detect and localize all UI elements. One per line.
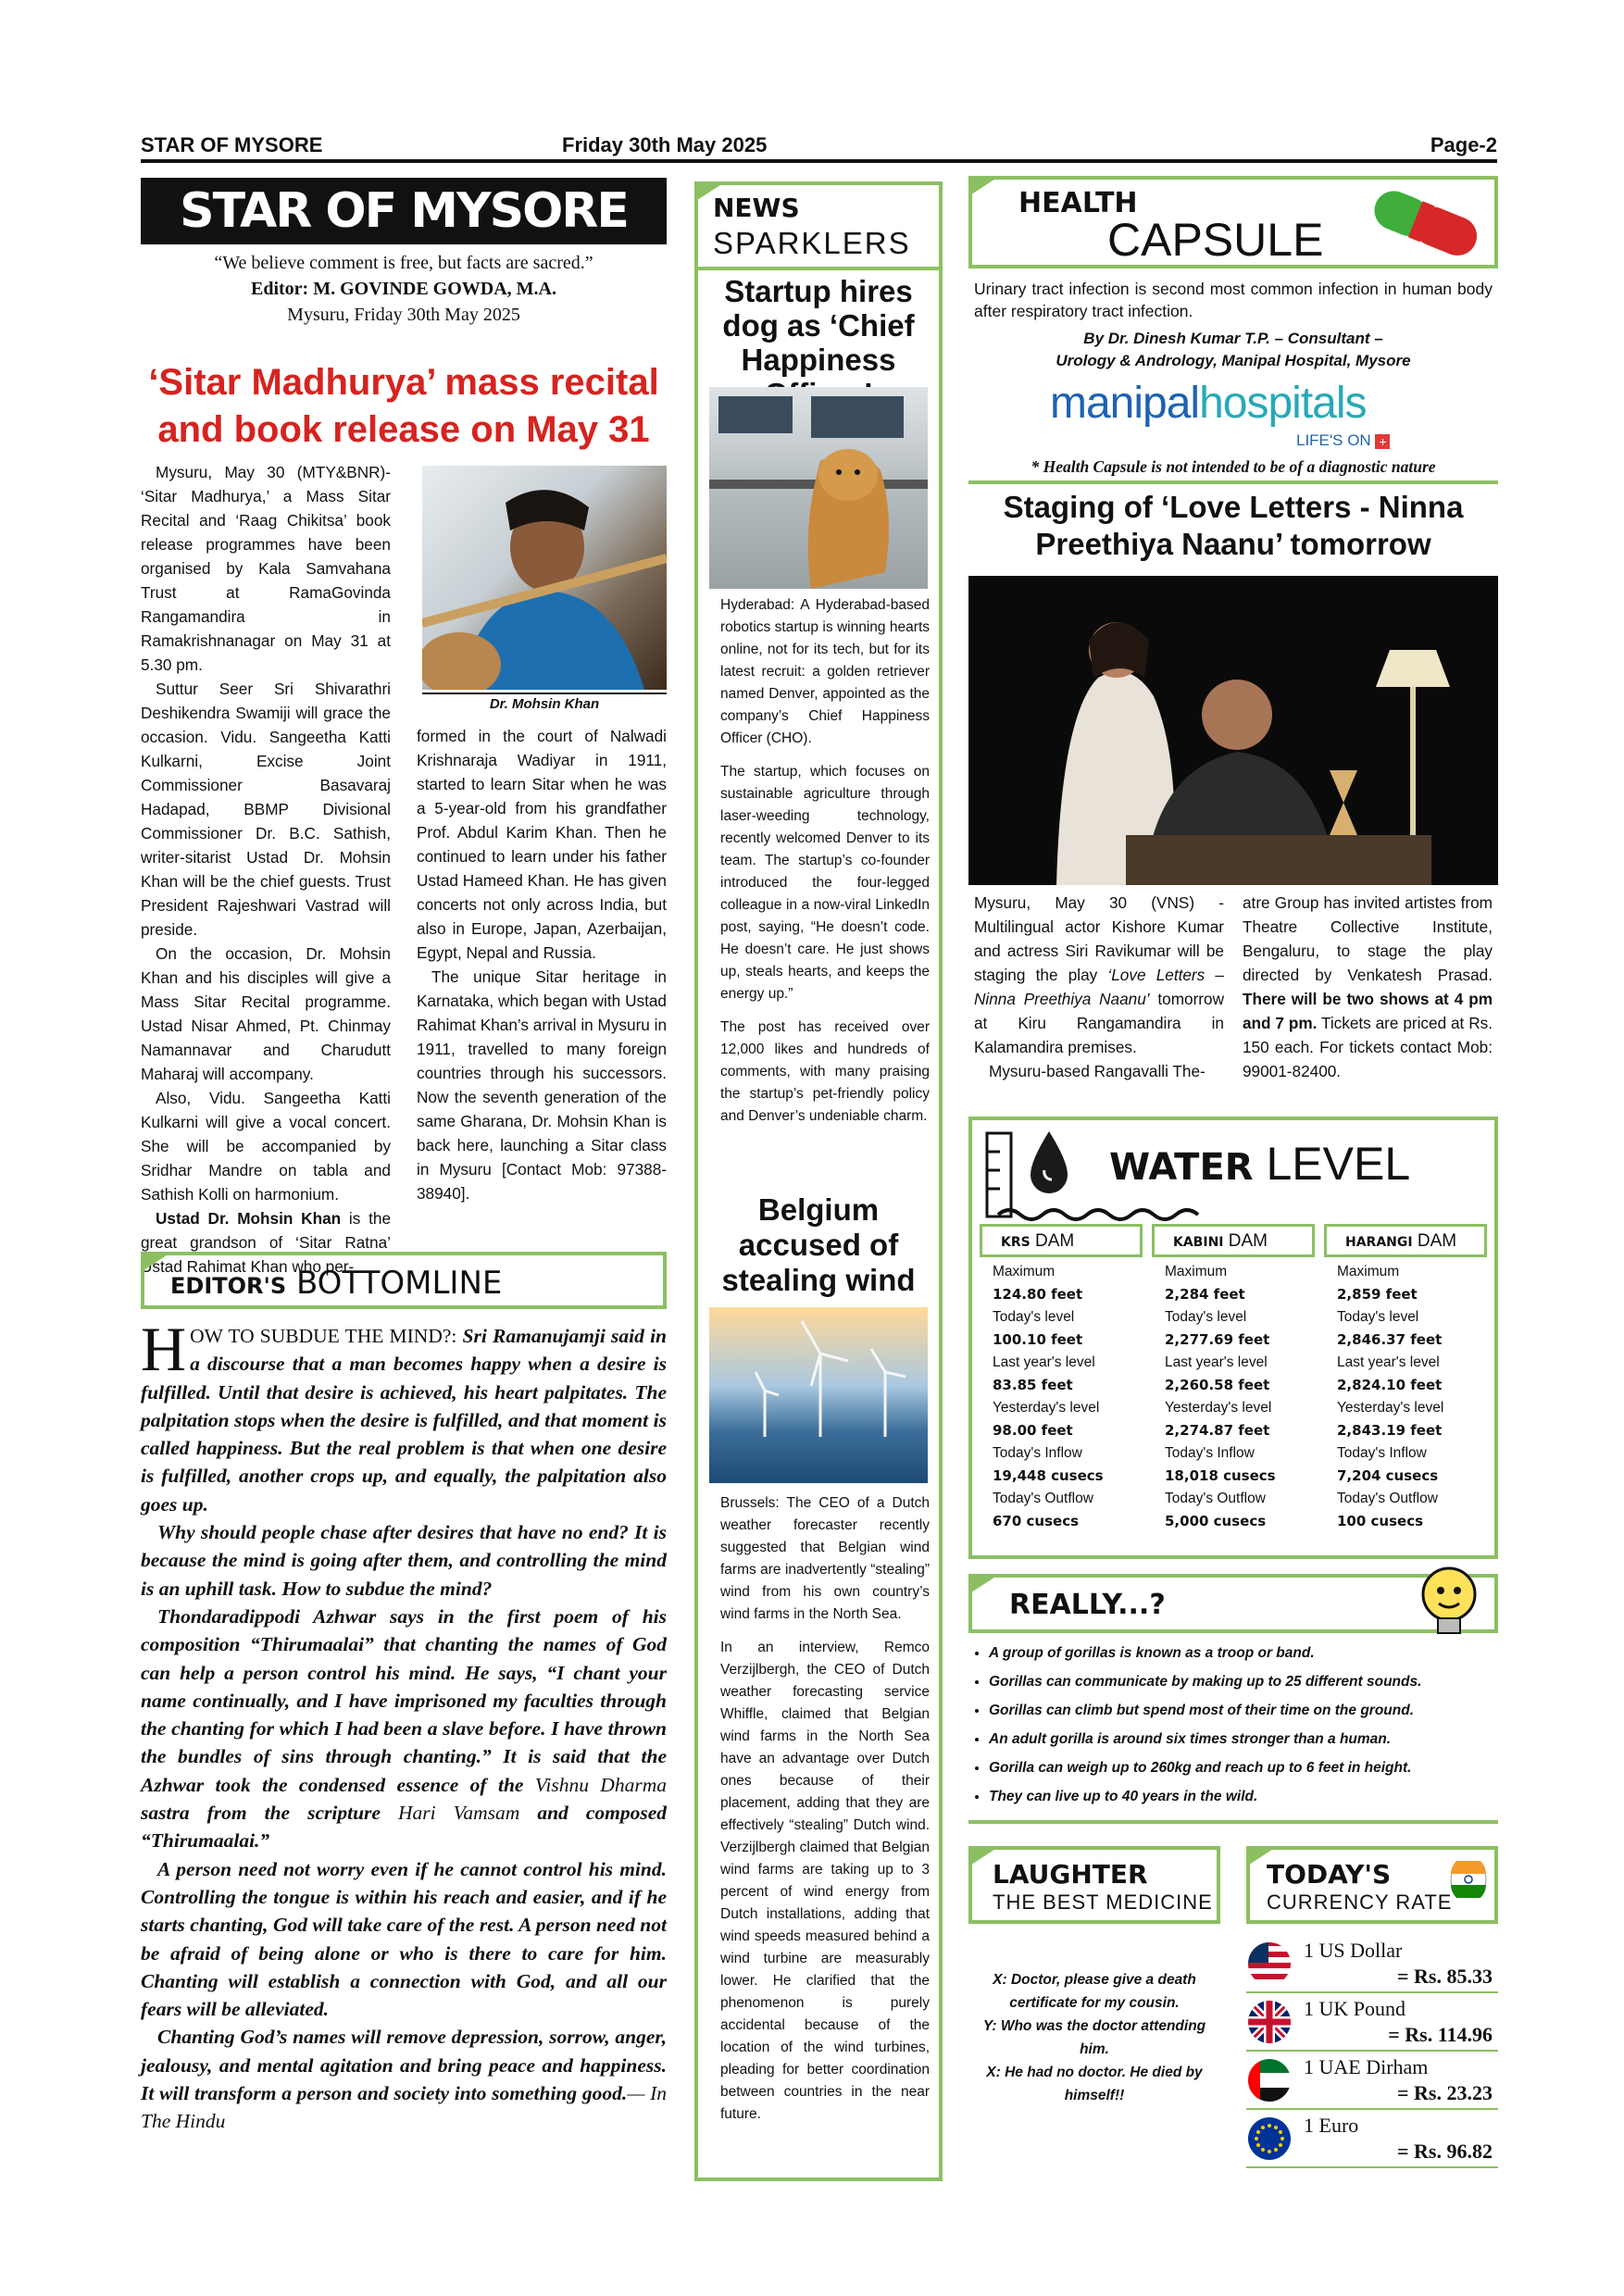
- dam-column: [1324, 1224, 1487, 1533]
- page-header: [141, 131, 1497, 163]
- editorial-label: [170, 1265, 502, 1302]
- logo-part2: hospitals: [1199, 379, 1367, 428]
- play-headline: Staging of ‘Love Letters - Ninna Preethiya Naanu’ tomorrow: [1003, 490, 1464, 561]
- stat-label: Last year's level: [1165, 1354, 1268, 1370]
- masthead-title: STAR OF MYSORE: [141, 178, 667, 244]
- dam-name: [1152, 1224, 1315, 1257]
- editorial-p5: [141, 2023, 667, 2135]
- dam-stat: [980, 1488, 1143, 1532]
- dam-stat: [1152, 1306, 1315, 1351]
- stat-label: Today's Inflow: [1337, 1445, 1427, 1461]
- dam-stat: [1324, 1261, 1487, 1305]
- sitar-p5-text: is the great grandson of ‘Sitar Ratna’ Ustad Rahimat Khan who per-: [141, 1209, 392, 1276]
- currency-row: [1246, 2110, 1498, 2168]
- tab-marker: [968, 1574, 1000, 1594]
- wind-p1: Brussels: The CEO of a Dutch weather forecaster recently suggested that Belgian wind farms are inadvertently “stealing” wind from his own country’s wind farms in the North Sea.: [720, 1495, 930, 1622]
- play-p1: [974, 891, 1224, 1059]
- editorial-p4: A person need not worry even if he cannot control his mind. Controlling the tongue is within his reach and easier, and if he starts chanting, God will take care of the rest. A person need not be afraid of being alone or who is there to care for him. Chanting will establish a connection with God, and all our fears will be alleviated.: [141, 1857, 667, 2021]
- editorial-body: [141, 1314, 668, 2136]
- currency-label: CURRENCY RATE: [1267, 1890, 1453, 1914]
- stat-label: Today's level: [993, 1309, 1075, 1325]
- stat-value: 5,000 cusecs: [1165, 1513, 1267, 1529]
- laughter-label: THE BEST MEDICINE: [993, 1890, 1213, 1914]
- health-label-bold: HEALTH: [1018, 187, 1138, 219]
- sitar-player-illustration: [422, 466, 667, 690]
- health-label-box: [968, 176, 1498, 268]
- dog-p2: The startup, which focuses on sustainable agriculture through laser-weeding technology, recently welcomed Denver to its team. The startup’s co-founder introduced the four-legged colleague in a now-viral LinkedIn post, saying, “He doesn’t code. He doesn’t care. He just shows up, steals hearts, and keeps the energy up.”: [720, 764, 930, 1002]
- c1b: ‘Love Letters – Ninna Preethiya Naanu’: [974, 966, 1224, 1008]
- stat-label: Maximum: [993, 1264, 1056, 1279]
- stat-value: 670 cusecs: [993, 1513, 1080, 1529]
- dateline: Mysuru, Friday 30th May 2025: [287, 305, 520, 325]
- dam-stat: [1324, 1488, 1487, 1532]
- fact-item: • A group of gorillas is known as a troop or band.: [989, 1639, 1498, 1667]
- stat-value: 2,260.58 feet: [1165, 1377, 1270, 1393]
- dam-stat: [1324, 1306, 1487, 1351]
- wind-p2: In an interview, Remco Verzijlbergh, the CEO of Dutch weather forecasting service Whiffle, claimed that Belgian wind farms in the North Sea have an advantage over Dutch ones because of their placement, adding that they are effectively “stealing” Dutch wind. Verzijlbergh claimed that Belgian wind farms are taking up to 3 percent of wind energy from Dutch installations, adding that wind speeds measured behind a wind turbine are measurably lower. He clarified that the phenomenon is purely accidental because of the location of the wind turbines, pleading for better coordination between countries in the near future.: [720, 1640, 930, 2122]
- dam-stat: [980, 1442, 1143, 1487]
- dam-stat: [1324, 1352, 1487, 1396]
- dam-column: [980, 1224, 1143, 1533]
- fact-item: • Gorillas can communicate by making up to 25 different sounds.: [989, 1667, 1498, 1696]
- stat-value: 7,204 cusecs: [1337, 1467, 1439, 1484]
- p3d: Hari Vamsam: [398, 1802, 520, 1825]
- dam-name: [1324, 1224, 1487, 1257]
- dog-photo: [709, 387, 928, 589]
- logo-tag-text: LIFE'S ON: [1296, 431, 1371, 449]
- sitar-p1: Mysuru, May 30 (MTY&BNR)- ‘Sitar Madhurya,’ a Mass Sitar Recital and ‘Raag Chikitsa’ book release programmes have been organised by Kala Samvahana Trust at RamaGovinda Rangamandira in Ramakrishnanagar on May 31 at 5.30 pm.: [141, 463, 391, 674]
- dam-stat: [980, 1306, 1143, 1351]
- health-text: Urinary tract infection is second most common infection in human body after respiratory tract infection.: [974, 280, 1493, 320]
- editorial-p5-text: Chanting God’s names will remove depression, sorrow, anger, jealousy, and mental agitation and bring peace and happiness. It will transform a person and society into something good.: [141, 2026, 667, 2105]
- manipal-logo: [1050, 378, 1420, 429]
- p3c: sastra from the scripture: [141, 1802, 398, 1825]
- dam-name: [980, 1224, 1143, 1257]
- c1a: Mysuru, May 30 (VNS) - Multilingual actor Kishore Kumar and actress Siri Ravikumar will be staging the play: [974, 893, 1224, 984]
- stat-label: Last year's level: [993, 1354, 1095, 1370]
- stat-label: Today's level: [1165, 1309, 1247, 1325]
- stat-label: Today's Outflow: [993, 1491, 1093, 1506]
- editorial-label-bold: EDITOR'S: [170, 1273, 287, 1299]
- stat-label: Maximum: [1337, 1264, 1400, 1279]
- dam-stat: [1152, 1261, 1315, 1305]
- currency-name: 1 UK Pound: [1304, 1997, 1406, 2020]
- dam-name-text: DAM: [1035, 1231, 1075, 1251]
- eu-flag-icon: [1246, 2115, 1293, 2167]
- masthead-info: [141, 250, 667, 328]
- dog-headline: Startup hires dog as ‘Chief Happiness: [722, 274, 915, 377]
- wind-farm-photo: [709, 1307, 928, 1483]
- currency-value: = Rs. 96.82: [1397, 2140, 1493, 2163]
- sitar-bold-name: Ustad Dr. Mohsin Khan: [156, 1209, 342, 1228]
- plus-icon: +: [1375, 434, 1390, 449]
- c2a: atre Group has invited artistes from Theatre Collective Institute, Bengaluru, to stage the play directed by Venkatesh Prasad.: [1243, 893, 1493, 984]
- currency-name: 1 Euro: [1304, 2114, 1359, 2137]
- joke-line: X: He had no doctor. He died by himself!!: [986, 2065, 1203, 2103]
- sitar-p6: formed in the court of Nalwadi Krishnaraja Wadiyar in 1911, started to learn Sitar when he was a 5-year-old from his grandfather Prof. Abdul Karim Khan. Then he continued to learn under his father Ustad Hameed Khan. He has given concerts not only across India, but also in Europe, Japan, Azerbaijan, Egypt, Nepal and Russia.: [417, 727, 667, 962]
- sitar-p7: The unique Sitar heritage in Karnataka, which began with Ustad Rahimat Khan’s arrival in Mysuru in 1911, travelled to many foreign countries through his successors. Now the seventh generation of the same Gharana, Dr. Mohsin Khan is back here, launching a Sitar class in Mysuru [Contact Mob: 97388-38940].: [417, 967, 668, 1203]
- stat-value: 19,448 cusecs: [993, 1467, 1104, 1484]
- wind-headline: Belgium accused of stealing wind: [721, 1192, 916, 1297]
- logo-tagline: [1296, 431, 1390, 450]
- currency-label-box: [1246, 1846, 1498, 1924]
- stat-label: Last year's level: [1337, 1354, 1440, 1370]
- dog-p3: The post has received over 12,000 likes and hundreds of comments, with many praising the startup’s pet-friendly policy and Denver’s undeniable charm.: [720, 1019, 930, 1124]
- wind-turbines-illustration: [709, 1307, 928, 1483]
- water-label-bold: WATER: [1109, 1146, 1254, 1189]
- editorial-label-box: [141, 1252, 667, 1309]
- stat-label: Today's Outflow: [1165, 1491, 1266, 1506]
- stat-label: Yesterday's level: [1165, 1400, 1272, 1416]
- uae-flag-icon: [1246, 2057, 1293, 2109]
- stat-value: 2,277.69 feet: [1165, 1331, 1270, 1348]
- currency-table: [1246, 1935, 1498, 2168]
- actors-on-stage-illustration: [968, 576, 1498, 885]
- stat-value: 2,284 feet: [1165, 1286, 1245, 1303]
- dam-stat: [1152, 1488, 1315, 1532]
- c2b: There will be two shows at 4 pm and 7 pm.: [1243, 990, 1493, 1032]
- byline-2: Urology & Andrology, Manipal Hospital, Mysore: [1056, 352, 1411, 369]
- stat-label: Maximum: [1165, 1264, 1228, 1279]
- joke: [978, 1968, 1211, 2107]
- play-col1: [974, 891, 1224, 1083]
- stat-label: Today's level: [1337, 1309, 1419, 1325]
- dam-table: [980, 1224, 1489, 1548]
- sitar-p4: Also, Vidu. Sangeetha Katti Kulkarni will give a vocal concert. She will be accompanied by Sridhar Mandre on tabla and Sathish Kolli on harmonium.: [141, 1089, 391, 1204]
- health-label: CAPSULE: [1107, 214, 1324, 266]
- p3e: and composed “Thirumaalai.”: [141, 1802, 667, 1853]
- india-flag-icon: [1446, 1861, 1491, 1898]
- stat-value: 2,843.19 feet: [1337, 1422, 1443, 1439]
- wind-story: [720, 1492, 930, 2126]
- c1c: tomorrow at Kiru Rangamandira in Kalamandira premises.: [974, 990, 1224, 1056]
- dog-p1: Hyderabad: A Hyderabad-based robotics startup is winning hearts online, not for its tech, but for its latest recruit: a golden retriever named Denver, appointed as the company’s Chief Happiness Officer (CHO).: [720, 597, 930, 746]
- sitar-p2: Suttur Seer Sri Shivarathri Deshikendra Swamiji will grace the occasion. Vidu. Sangeetha Katti Kulkarni, Excise Joint Commissioner Basavaraj Hadapad, BBMP Divisional Commissioner Dr. B.C. Sathish, writer-sitarist Ustad Dr. Mohsin Khan will be the chief guests. Trust President Rajeshwari Vastrad will preside.: [141, 680, 391, 939]
- mohsin-khan-photo: [422, 466, 667, 690]
- dam-name-bold: KRS: [1001, 1235, 1031, 1250]
- dam-stat: [980, 1261, 1143, 1305]
- dog-story: [720, 594, 930, 1128]
- logo-part1: manipal: [1050, 379, 1200, 428]
- stat-value: 2,824.10 feet: [1337, 1377, 1443, 1393]
- sitar-col1: [141, 460, 391, 1279]
- fact-item: • An adult gorilla is around six times stronger than a human.: [989, 1725, 1498, 1753]
- editorial-lead: OW TO SUBDUE THE MIND?:: [190, 1325, 457, 1347]
- photo-caption: Dr. Mohsin Khan: [422, 693, 667, 715]
- page-number: Page-2: [1430, 133, 1497, 156]
- sitar-headline: ‘Sitar Madhurya’ mass recital and book release on May 31: [148, 362, 659, 450]
- byline-1: By Dr. Dinesh Kumar T.P. – Consultant –: [1083, 330, 1383, 347]
- stat-value: 2,274.87 feet: [1165, 1422, 1270, 1439]
- editorial-label-text: BOTTOMLINE: [295, 1265, 503, 1302]
- stat-value: 2,859 feet: [1337, 1286, 1418, 1303]
- editor-line: Editor: M. GOVINDE GOWDA, M.A.: [251, 279, 556, 299]
- health-byline: [974, 328, 1493, 372]
- editorial-p3: [141, 1603, 667, 1855]
- tab-marker: [141, 1252, 172, 1272]
- health-disclaimer: * Health Capsule is not intended to be of a diagnostic nature: [968, 457, 1498, 484]
- lightbulb-icon: [1407, 1557, 1491, 1641]
- dam-stat: [1324, 1442, 1487, 1487]
- golden-retriever-illustration: [709, 387, 928, 589]
- laughter-label-box: [968, 1846, 1220, 1924]
- currency-value: = Rs. 23.23: [1397, 2081, 1493, 2104]
- c2c: Tickets are priced at Rs. 150 each. For tickets contact Mob: 99001-82400.: [1243, 1014, 1493, 1080]
- news-label: SPARKLERS: [713, 226, 911, 260]
- currency-row: [1246, 2052, 1498, 2110]
- stat-value: 98.00 feet: [993, 1422, 1073, 1439]
- dam-column: [1152, 1224, 1315, 1533]
- dam-stat: [980, 1352, 1143, 1396]
- stat-label: Yesterday's level: [1337, 1400, 1444, 1416]
- currency-name: 1 US Dollar: [1304, 1939, 1403, 1962]
- stat-label: Yesterday's level: [993, 1400, 1100, 1416]
- really-label-box: [968, 1574, 1498, 1633]
- dam-stat: [1152, 1352, 1315, 1396]
- us-flag-icon: [1246, 1940, 1293, 1992]
- stat-label: Today's Inflow: [993, 1445, 1082, 1461]
- dropcap: H: [141, 1314, 187, 1384]
- dam-stat: [1152, 1397, 1315, 1441]
- sitar-p3: On the occasion, Dr. Mohsin Khan and his disciples will give a Mass Sitar Recital programme. Ustad Nisar Ahmed, Pt. Chinmay Namannavar and Charudutt Maharaj will accompany.: [141, 944, 391, 1083]
- laughter-label-bold: LAUGHTER: [993, 1859, 1148, 1890]
- gorilla-facts: [968, 1639, 1498, 1811]
- stat-value: 124.80 feet: [993, 1286, 1083, 1303]
- fact-item: • Gorillas can climb but spend most of their time on the ground.: [989, 1696, 1498, 1725]
- tab-marker: [968, 176, 1000, 196]
- water-label-text: LEVEL: [1266, 1138, 1411, 1190]
- joke-line: X: Doctor, please give a death certificate for my cousin.: [993, 1972, 1196, 2011]
- currency-label-bold: TODAY'S: [1267, 1859, 1392, 1890]
- p3b: Vishnu Dharma: [534, 1773, 667, 1796]
- stat-value: 100 cusecs: [1337, 1513, 1424, 1529]
- motto: “We believe comment is free, but facts are sacred.”: [214, 253, 593, 273]
- dam-stat: [1152, 1442, 1315, 1487]
- stat-label: Today's Outflow: [1337, 1491, 1438, 1506]
- stat-value: 83.85 feet: [993, 1377, 1073, 1393]
- editorial-p1: [141, 1314, 667, 1518]
- news-label-box: [694, 181, 943, 270]
- currency-row: [1246, 1993, 1498, 2052]
- divider: [968, 1820, 1498, 1824]
- capsule-pill-icon: [1359, 181, 1496, 265]
- editorial-p2: Why should people chase after desires that have no end? It is because the mind is going after them, and controlling the mind is an uphill task. How to subdue the mind?: [141, 1521, 667, 1600]
- dam-name-bold: KABINI: [1173, 1235, 1224, 1250]
- dam-stat: [980, 1397, 1143, 1441]
- issue-date: Friday 30th May 2025: [562, 133, 768, 156]
- dam-name-text: DAM: [1417, 1231, 1457, 1251]
- dam-stat: [1324, 1397, 1487, 1441]
- dam-name-text: DAM: [1228, 1231, 1268, 1251]
- sitar-col2: [417, 724, 667, 1205]
- stat-value: 100.10 feet: [993, 1331, 1083, 1348]
- currency-row: [1246, 1935, 1498, 1993]
- play-p3: [1243, 891, 1493, 1083]
- stat-value: 18,018 cusecs: [1165, 1467, 1276, 1484]
- currency-value: = Rs. 114.96: [1388, 2023, 1493, 2046]
- joke-line: Y: Who was the doctor attending him.: [982, 2018, 1206, 2057]
- paper-name: STAR OF MYSORE: [141, 133, 323, 156]
- water-label: [1109, 1137, 1410, 1191]
- p3a: Thondaradippodi Azhwar says in the first poem of his composition “Thirumaalai” that chanting the names of God can help a person control his mind. He says, “I chant your name continually, and I have imprisoned my faculties through the chanting for which I had been a slave before. I have thrown the bundles of sins through chanting.” It is said that the Azhwar took the condensed essence of the: [141, 1604, 667, 1796]
- play-photo: [968, 576, 1498, 885]
- currency-value: = Rs. 85.33: [1397, 1965, 1493, 1988]
- fact-item: • Gorilla can weigh up to 260kg and reach up to 6 feet in height.: [989, 1753, 1498, 1782]
- really-label: REALLY...?: [1009, 1589, 1166, 1621]
- news-label-bold: NEWS: [713, 193, 800, 223]
- dam-name-bold: HARANGI: [1345, 1235, 1413, 1250]
- currency-name: 1 UAE Dirham: [1304, 2055, 1429, 2078]
- uk-flag-icon: [1246, 1999, 1293, 2051]
- play-p2: Mysuru-based Rangavalli The-: [989, 1062, 1206, 1080]
- stat-label: Today's Inflow: [1165, 1445, 1255, 1461]
- stat-value: 2,846.37 feet: [1337, 1331, 1443, 1348]
- fact-item: • They can live up to 40 years in the wild.: [989, 1782, 1498, 1811]
- play-col2: [1243, 891, 1493, 1083]
- editorial-p1-text: Sri Ramanujamji said in a discourse that a man becomes happy when a desire is fulfilled. Until that desire is achieved, his heart palpitates. The palpitation stops when the desire is fulfilled, and that moment is called happiness. But the real problem is that when one desire is fulfilled, another crops up, and equally, the palpitation also goes up.: [141, 1325, 667, 1516]
- editorial-source: — In The Hindu: [141, 2082, 668, 2133]
